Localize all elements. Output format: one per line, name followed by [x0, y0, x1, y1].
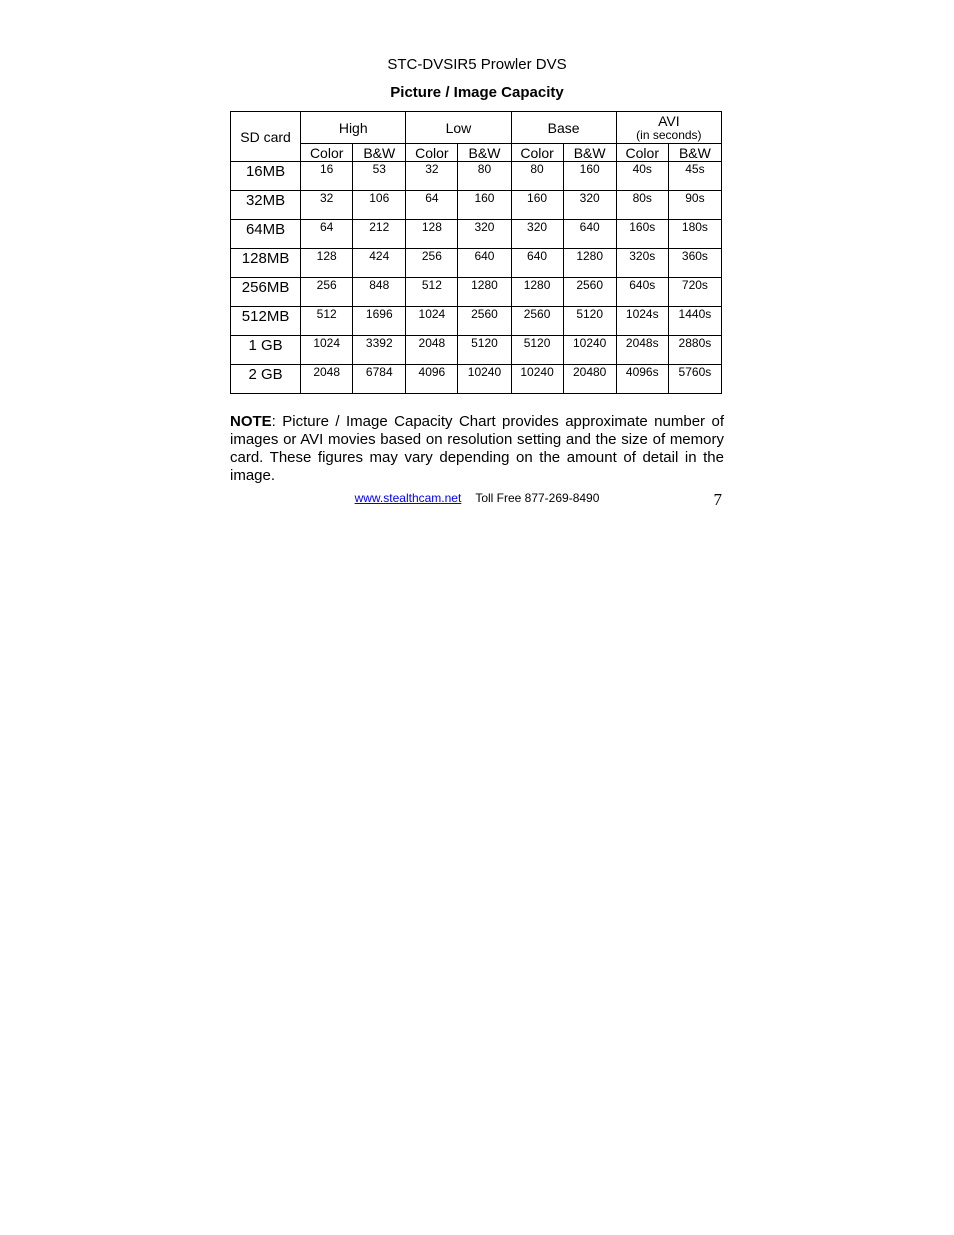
table-row	[231, 249, 722, 278]
cell-avi-bw: 2880s	[668, 336, 721, 365]
table-row	[231, 307, 722, 336]
website-link[interactable]: www.stealthcam.net	[354, 491, 462, 505]
cell-avi-color: 2048s	[616, 336, 668, 365]
subheader-high-bw: B&W	[353, 144, 406, 162]
sd-card-size: 256MB	[231, 278, 301, 307]
toll-free-number: Toll Free 877-269-8490	[475, 491, 600, 505]
cell-avi-color: 80s	[616, 191, 668, 220]
subheader-base-bw: B&W	[563, 144, 616, 162]
cell-high-bw: 106	[353, 191, 406, 220]
cell-base-bw: 5120	[563, 307, 616, 336]
cell-avi-color: 40s	[616, 162, 668, 191]
cell-high-color: 16	[301, 162, 353, 191]
subheader-avi-bw: B&W	[668, 144, 721, 162]
cell-avi-color: 1024s	[616, 307, 668, 336]
cell-base-bw: 20480	[563, 365, 616, 394]
cell-base-bw: 10240	[563, 336, 616, 365]
cell-avi-color: 640s	[616, 278, 668, 307]
cell-avi-color: 4096s	[616, 365, 668, 394]
cell-avi-bw: 90s	[668, 191, 721, 220]
avi-header-label: AVI	[658, 112, 680, 129]
table-row	[231, 336, 722, 365]
cell-low-bw: 10240	[458, 365, 511, 394]
cell-avi-color: 320s	[616, 249, 668, 278]
cell-avi-bw: 45s	[668, 162, 721, 191]
cell-base-color: 2560	[511, 307, 563, 336]
capacity-table	[230, 111, 722, 394]
cell-high-bw: 848	[353, 278, 406, 307]
sd-card-size: 512MB	[231, 307, 301, 336]
document-header: STC-DVSIR5 Prowler DVS	[387, 56, 567, 73]
cell-avi-bw: 5760s	[668, 365, 721, 394]
cell-base-bw: 640	[563, 220, 616, 249]
avi-header-sublabel: (in seconds)	[636, 127, 702, 142]
sd-card-size: 1 GB	[231, 336, 301, 365]
note-label: NOTE	[230, 413, 272, 430]
cell-avi-bw: 720s	[668, 278, 721, 307]
cell-base-color: 10240	[511, 365, 563, 394]
cell-high-color: 32	[301, 191, 353, 220]
cell-low-color: 2048	[406, 336, 458, 365]
cell-high-color: 512	[301, 307, 353, 336]
cell-low-bw: 80	[458, 162, 511, 191]
cell-high-bw: 212	[353, 220, 406, 249]
cell-high-color: 2048	[301, 365, 353, 394]
page-footer	[230, 488, 724, 510]
page-number: 7	[713, 490, 722, 509]
table-row	[231, 162, 722, 191]
subheader-avi-color: Color	[616, 144, 668, 162]
table-row	[231, 365, 722, 394]
cell-low-bw: 160	[458, 191, 511, 220]
cell-low-bw: 1280	[458, 278, 511, 307]
subheader-base-color: Color	[511, 144, 563, 162]
cell-high-color: 64	[301, 220, 353, 249]
table-group-header-row	[231, 112, 722, 144]
cell-base-bw: 160	[563, 162, 616, 191]
cell-high-color: 1024	[301, 336, 353, 365]
cell-base-color: 160	[511, 191, 563, 220]
cell-base-bw: 2560	[563, 278, 616, 307]
sd-card-header: SD card	[231, 112, 301, 162]
cell-avi-color: 160s	[616, 220, 668, 249]
cell-low-color: 1024	[406, 307, 458, 336]
cell-low-color: 256	[406, 249, 458, 278]
group-header-avi	[616, 112, 721, 144]
cell-low-bw: 2560	[458, 307, 511, 336]
cell-base-color: 320	[511, 220, 563, 249]
cell-base-bw: 1280	[563, 249, 616, 278]
cell-low-color: 4096	[406, 365, 458, 394]
cell-high-bw: 6784	[353, 365, 406, 394]
sd-card-size: 32MB	[231, 191, 301, 220]
subheader-low-color: Color	[406, 144, 458, 162]
cell-high-color: 128	[301, 249, 353, 278]
cell-avi-bw: 360s	[668, 249, 721, 278]
cell-low-bw: 5120	[458, 336, 511, 365]
cell-high-bw: 1696	[353, 307, 406, 336]
cell-base-bw: 320	[563, 191, 616, 220]
cell-low-bw: 320	[458, 220, 511, 249]
cell-low-color: 512	[406, 278, 458, 307]
table-row	[231, 220, 722, 249]
group-header-base: Base	[511, 112, 616, 144]
subheader-low-bw: B&W	[458, 144, 511, 162]
cell-base-color: 1280	[511, 278, 563, 307]
cell-high-bw: 53	[353, 162, 406, 191]
cell-high-color: 256	[301, 278, 353, 307]
group-header-low: Low	[406, 112, 511, 144]
sd-card-size: 16MB	[231, 162, 301, 191]
cell-low-color: 64	[406, 191, 458, 220]
sd-card-size: 128MB	[231, 249, 301, 278]
sd-card-size: 64MB	[231, 220, 301, 249]
note-paragraph	[230, 413, 724, 485]
table-row	[231, 191, 722, 220]
cell-low-color: 32	[406, 162, 458, 191]
cell-low-color: 128	[406, 220, 458, 249]
cell-base-color: 5120	[511, 336, 563, 365]
group-header-high: High	[301, 112, 406, 144]
cell-high-bw: 3392	[353, 336, 406, 365]
subheader-high-color: Color	[301, 144, 353, 162]
cell-low-bw: 640	[458, 249, 511, 278]
cell-avi-bw: 180s	[668, 220, 721, 249]
table-row	[231, 278, 722, 307]
table-subheader-row	[231, 144, 722, 162]
footer-contact	[230, 491, 724, 505]
cell-base-color: 80	[511, 162, 563, 191]
cell-avi-bw: 1440s	[668, 307, 721, 336]
sd-card-size: 2 GB	[231, 365, 301, 394]
note-text: : Picture / Image Capacity Chart provides approximate number of images or AVI movies based on resolution setting and the size of memory card. These figures may vary depending on the amount of detail in the image.	[230, 413, 724, 484]
cell-high-bw: 424	[353, 249, 406, 278]
cell-base-color: 640	[511, 249, 563, 278]
page-title: Picture / Image Capacity	[390, 84, 564, 101]
